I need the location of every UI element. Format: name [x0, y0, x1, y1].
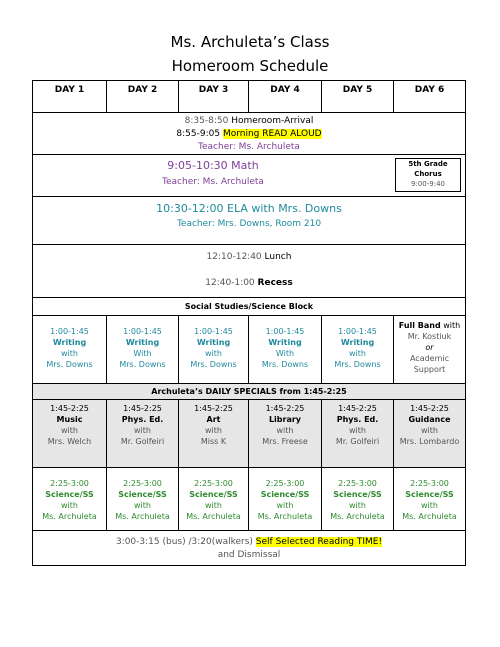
writing-row [33, 315, 465, 383]
chorus-time: 9:00-9:40 [411, 180, 445, 188]
arrival-teacher: Teacher: Ms. Archuleta [198, 142, 300, 152]
writing-cell: 1:00-1:45 Writing with Mrs. Downs [46, 327, 93, 369]
arrival-row [33, 112, 465, 154]
science-cell: 2:25-3:00 Science/SS with Ms. Archuleta [106, 468, 178, 530]
science-cell: 2:25-3:00 Science/SS with Ms. Archuleta [248, 468, 321, 530]
math-teacher: Teacher: Ms. Archuleta [162, 177, 264, 187]
day-header: DAY 6 [393, 81, 465, 112]
day-header: DAY 2 [106, 81, 178, 112]
writing-cell: 1:00-1:45 Writing with Mrs. Downs [321, 316, 393, 383]
arrival-label: Homeroom-Arrival [231, 116, 314, 126]
day-header: DAY 3 [178, 81, 248, 112]
ela-row [33, 196, 465, 244]
specials-cell: 1:45-2:25 Phys. Ed. with Mr. Golfeiri [106, 400, 178, 467]
specials-cell: 1:45-2:25 Art with Miss K [178, 400, 248, 467]
ela-teacher: Teacher: Mrs. Downs, Room 210 [176, 219, 322, 229]
dismissal-times: 3:00-3:15 (bus) /3:20(walkers) [115, 537, 253, 547]
lunch-time: 12:10-12:40 [206, 252, 262, 262]
science-cell: 2:25-3:00 Science/SS with Ms. Archuleta [321, 468, 393, 530]
reading-time-label: Self Selected Reading TIME! [255, 537, 383, 547]
ela-title: 10:30-12:00 ELA with Mrs. Downs [156, 202, 342, 215]
science-cell: 2:25-3:00 Science/SS with Ms. Archuleta [42, 479, 97, 521]
dismissal-row [33, 530, 465, 565]
writing-cell: 1:00-1:45 Writing With Mrs. Downs [106, 316, 178, 383]
lunch-recess-row [33, 244, 465, 297]
science-row [33, 467, 465, 530]
chorus-box [395, 158, 461, 192]
science-cell: 2:25-3:00 Science/SS with Ms. Archuleta [178, 468, 248, 530]
writing-cell: 1:00-1:45 Writing with Mrs. Downs [178, 316, 248, 383]
specials-header: Archuleta’s DAILY SPECIALS from 1:45-2:25 [151, 387, 347, 396]
band-cell: Full Band with Mr. Kostiuk or Academic Support [393, 316, 465, 383]
dismissal-label: and Dismissal [217, 550, 281, 560]
specials-cell: 1:45-2:25 Guidance with Mrs. Lombardo [393, 400, 465, 467]
specials-cell: 1:45-2:25 Phys. Ed. with Mr. Golfeiri [321, 400, 393, 467]
recess-label: Recess [257, 278, 293, 288]
arrival-time: 8:35-8:50 [184, 116, 229, 126]
recess-time: 12:40-1:00 [205, 278, 255, 288]
writing-cell: 1:00-1:45 Writing With Mrs. Downs [248, 316, 321, 383]
specials-row [33, 399, 465, 467]
specials-cell: 1:45-2:25 Library with Mrs. Freese [248, 400, 321, 467]
day-header-row [33, 81, 465, 112]
page-subtitle: Homeroom Schedule [171, 57, 329, 75]
band-title: Full Band [398, 321, 441, 330]
day-header: DAY 4 [248, 81, 321, 112]
lunch-label: Lunch [264, 252, 292, 262]
day-header: DAY 1 [54, 85, 85, 95]
specials-header-row [33, 383, 465, 399]
schedule-table [32, 80, 466, 566]
chorus-label: Chorus [414, 170, 442, 178]
math-title: 9:05-10:30 Math [167, 159, 259, 172]
specials-cell: 1:45-2:25 Music with Mrs. Welch [47, 404, 92, 446]
chorus-grade: 5th Grade [408, 160, 448, 168]
math-row [33, 154, 465, 196]
block-header-row [33, 297, 465, 315]
read-aloud-label: Morning READ ALOUD [222, 129, 322, 139]
science-cell: 2:25-3:00 Science/SS with Ms. Archuleta [393, 468, 465, 530]
read-aloud-time: 8:55-9:05 [176, 129, 221, 139]
block-header: Social Studies/Science Block [184, 302, 314, 311]
day-header: DAY 5 [321, 81, 393, 112]
page-title: Ms. Archuleta’s Class [170, 33, 330, 51]
